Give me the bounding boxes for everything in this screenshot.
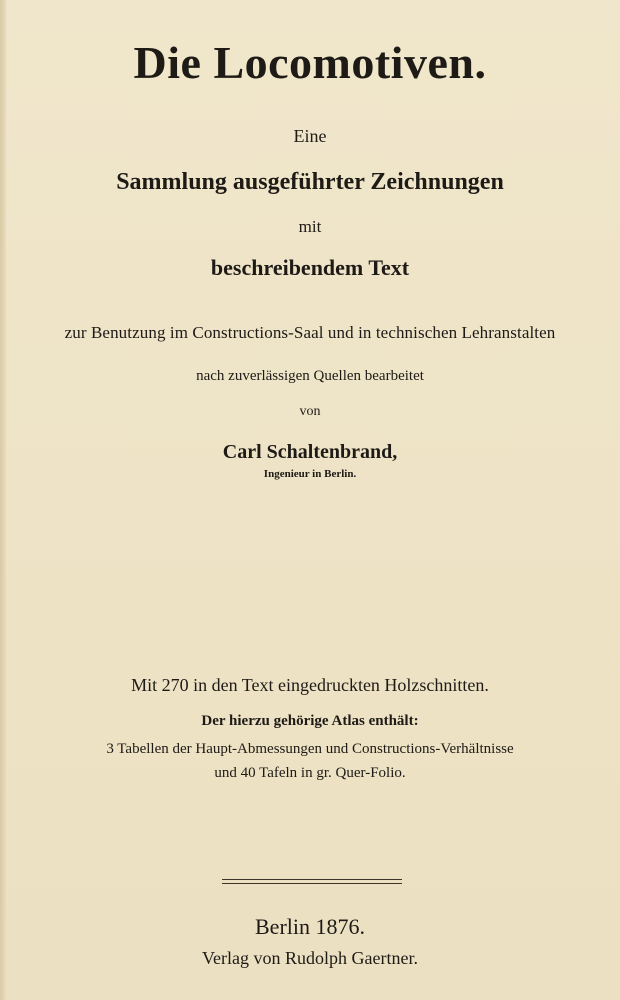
book-title: Die Locomotiven. [133, 37, 487, 88]
woodcuts-note: Mit 270 in den Text eingedruckten Holzschnitten. [131, 675, 489, 695]
title-connector-eine: Eine [293, 126, 327, 146]
title-connector-mit: mit [298, 217, 322, 236]
page-edge [0, 0, 6, 1000]
atlas-item: 3 Tabellen der Haupt-Abmessungen und Constructions-Verhältnisse [106, 741, 514, 757]
atlas-item: und 40 Tafeln in gr. Quer-Folio. [214, 765, 406, 781]
publication-place-year: Berlin 1876. [255, 914, 365, 939]
publisher-name: Verlag von Rudolph Gaertner. [202, 948, 418, 968]
author-affiliation: Ingenieur in Berlin. [263, 468, 357, 480]
book-purpose: zur Benutzung im Constructions-Saal und in technischen Lehranstalten [64, 323, 556, 342]
atlas-heading: Der hierzu gehörige Atlas enthält: [201, 713, 419, 729]
divider-line [222, 879, 402, 880]
author-name: Carl Schaltenbrand, [222, 441, 398, 463]
source-note: nach zuverlässigen Quellen bearbeitet [196, 368, 424, 384]
divider-line [222, 883, 402, 884]
book-description: beschreibendem Text [210, 255, 410, 280]
book-subtitle: Sammlung ausgeführter Zeichnungen [116, 169, 504, 195]
double-rule-divider [222, 879, 402, 886]
author-prefix: von [299, 404, 321, 419]
